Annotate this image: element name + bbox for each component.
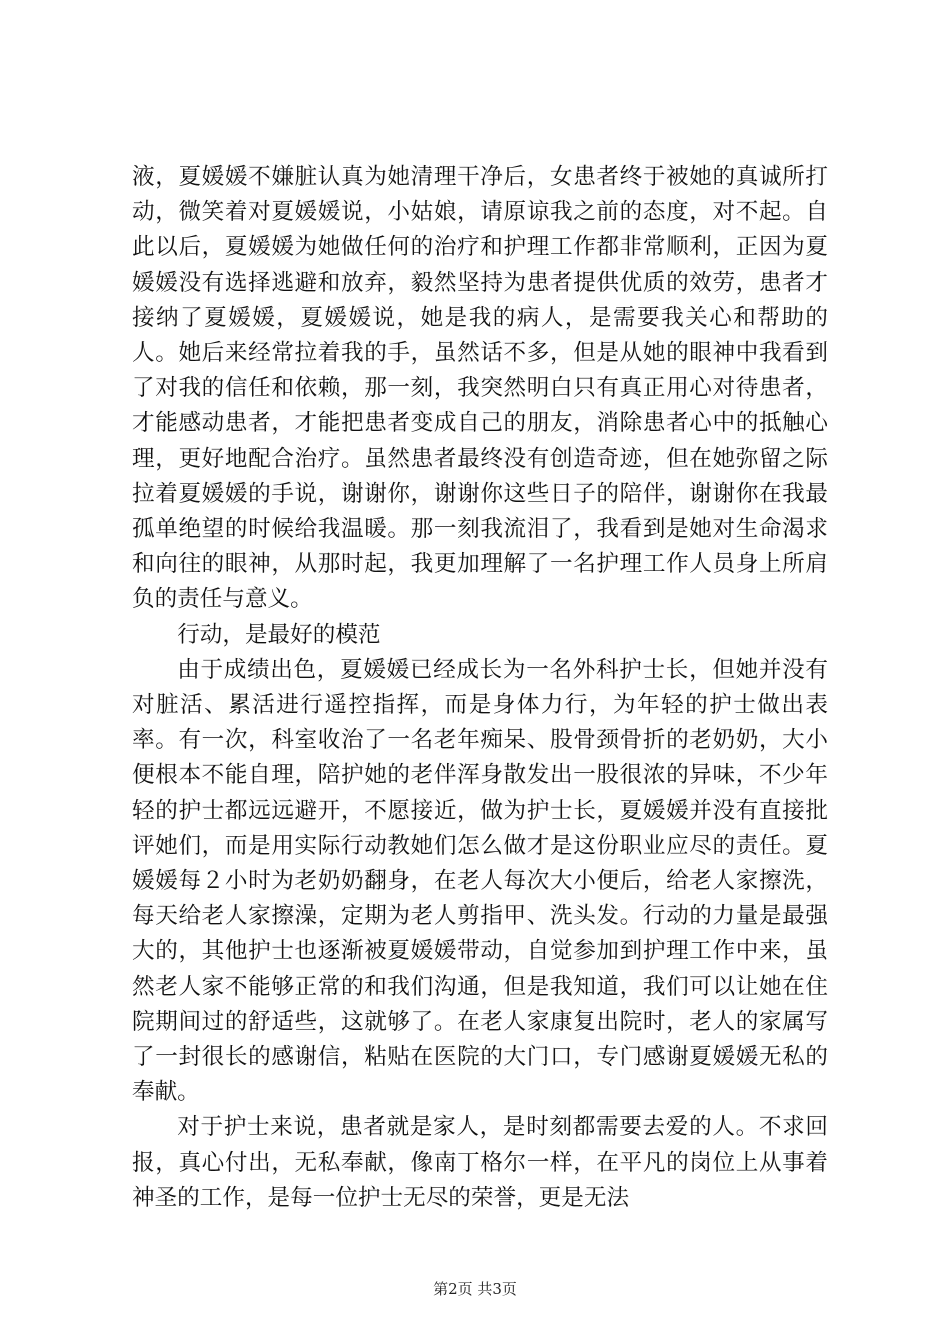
page-footer <box>0 1278 950 1299</box>
paragraph-2: 由于成绩出色，夏媛媛已经成长为一名外科护士长，但她并没有对脏活、累活进行遥控指挥，而是身体力行，为年轻的护士做出表率。有一次，科室收治了一名老年痴呆、股骨颈骨折的老奶奶，大小便根本不能自理，陪护她的老伴浑身散发出一股很浓的异味，不少年轻的护士都远远避开，不愿接近，做为护士长，夏媛媛并没有直接批评她们，而是用实际行动教她们怎么做才是这份职业应尽的责任。夏媛媛每２小时为老奶奶翻身，在老人每次大小便后，给老人家擦洗，每天给老人家擦澡，定期为老人剪指甲、洗头发。行动的力量是最强大的，其他护士也逐渐被夏媛媛带动，自觉参加到护理工作中来，虽然老人家不能够正常的和我们沟通，但是我知道，我们可以让她在住院期间过的舒适些，这就够了。在老人家康复出院时，老人的家属写了一封很长的感谢信，粘贴在医院的大门口，专门感谢夏媛媛无私的奉献。 <box>132 656 828 1106</box>
document-body <box>132 160 828 1216</box>
paragraph-1: 液，夏媛媛不嫌脏认真为她清理干净后，女患者终于被她的真诚所打动，微笑着对夏媛媛说，小姑娘，请原谅我之前的态度，对不起。自此以后，夏媛媛为她做任何的治疗和护理工作都非常顺利，正因为夏媛媛没有选择逃避和放弃，毅然坚持为患者提供优质的效劳，患者才接纳了夏媛媛，夏媛媛说，她是我的病人，是需要我关心和帮助的人。她后来经常拉着我的手，虽然话不多，但是从她的眼神中我看到了对我的信任和依赖，那一刻，我突然明白只有真正用心对待患者，才能感动患者，才能把患者变成自己的朋友，消除患者心中的抵触心理，更好地配合治疗。虽然患者最终没有创造奇迹，但在她弥留之际拉着夏媛媛的手说，谢谢你，谢谢你这些日子的陪伴，谢谢你在我最孤单绝望的时候给我温暖。那一刻我流泪了，我看到是她对生命渴求和向往的眼神，从那时起，我更加理解了一名护理工作人员身上所肩负的责任与意义。 <box>132 164 828 613</box>
section-heading: 行动，是最好的模范 <box>177 621 381 648</box>
page-number: 第2页 共3页 <box>433 1280 517 1298</box>
paragraph-3: 对于护士来说，患者就是家人，是时刻都需要去爱的人。不求回报，真心付出，无私奉献，像南丁格尔一样，在平凡的岗位上从事着神圣的工作，是每一位护士无尽的荣誉，更是无法 <box>132 1114 828 1211</box>
